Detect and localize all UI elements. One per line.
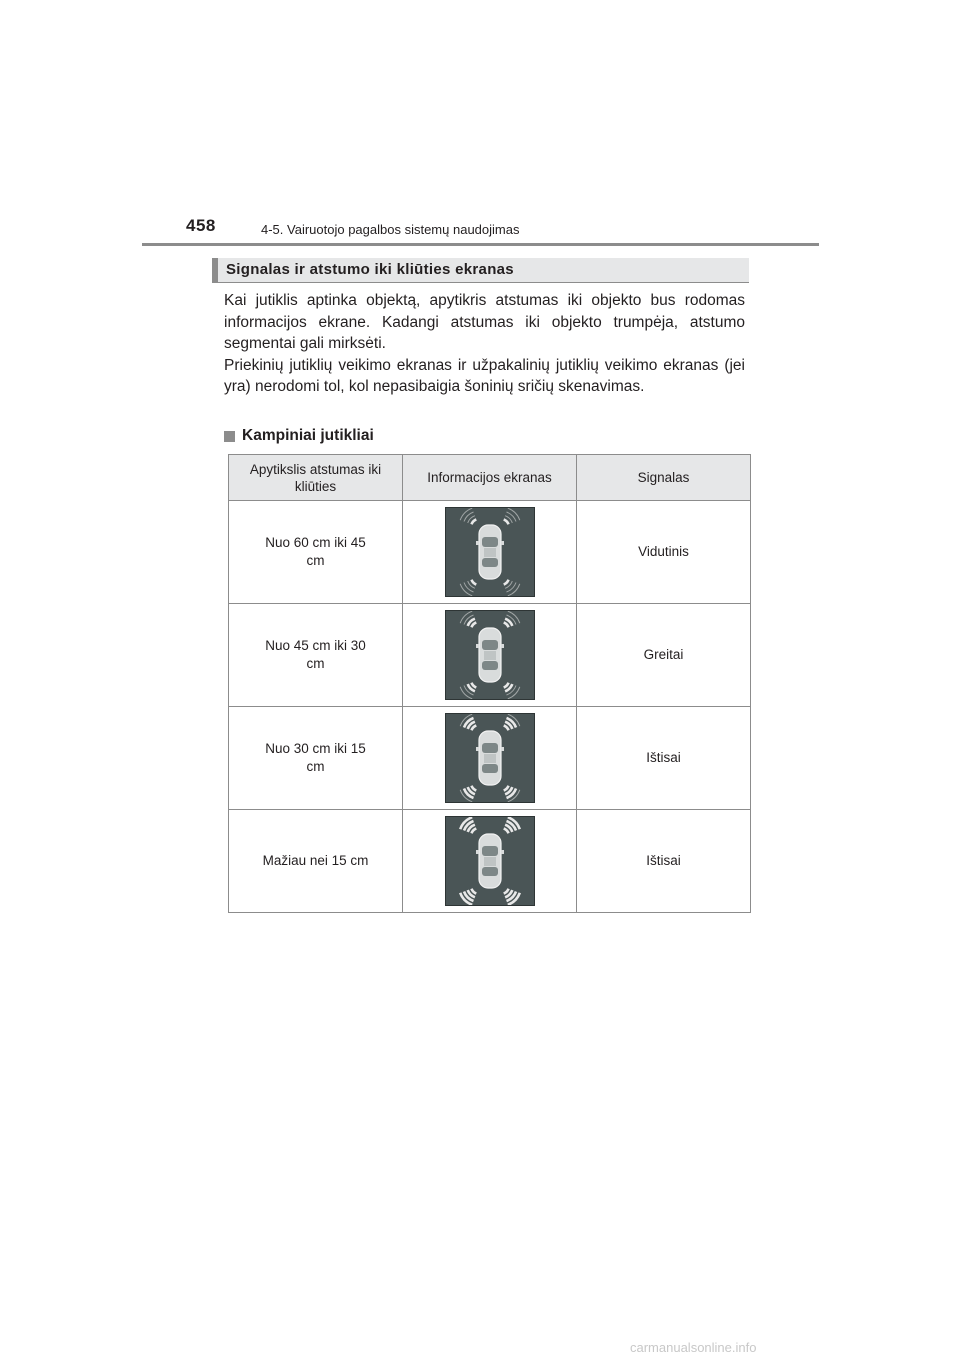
sensor-segment xyxy=(503,623,508,628)
table-header-cell: Signalas xyxy=(577,455,751,501)
sensor-segment xyxy=(471,889,476,894)
display-cell xyxy=(403,707,577,810)
sensor-display-icon xyxy=(445,507,535,597)
sensor-segment xyxy=(503,726,508,731)
distance-cell: Nuo 45 cm iki 30 cm xyxy=(229,604,403,707)
sensor-segment xyxy=(471,726,476,731)
signal-cell: Greitai xyxy=(577,604,751,707)
table-row xyxy=(229,810,751,913)
sensor-table xyxy=(228,454,751,913)
signal-cell: Ištisai xyxy=(577,810,751,913)
signal-cell: Ištisai xyxy=(577,707,751,810)
sensor-segment xyxy=(503,520,508,525)
square-bullet-icon xyxy=(224,431,235,442)
subsection-heading xyxy=(224,427,374,445)
sensor-segment xyxy=(503,829,508,834)
running-header: 4-5. Vairuotojo pagalbos sistemų naudojimas xyxy=(261,222,520,237)
table-row xyxy=(229,604,751,707)
subsection-heading-text: Kampiniai jutikliai xyxy=(242,427,374,444)
paragraph: Priekinių jutiklių veikimo ekranas ir užpakalinių jutiklių veikimo ekranas (jei yra) nerodomi tol, kol nepasibaigia šoninių sričių skenavimas. xyxy=(224,356,745,395)
body-text xyxy=(224,290,745,398)
sensor-segment xyxy=(471,580,476,585)
table-row xyxy=(229,501,751,604)
watermark: carmanualsonline.info xyxy=(630,1340,757,1355)
display-cell xyxy=(403,604,577,707)
signal-cell: Vidutinis xyxy=(577,501,751,604)
paragraph: Kai jutiklis aptinka objektą, apytikris atstumas iki objekto bus rodomas informacijos ekrane. Kadangi atstumas iki objekto trumpėja, atstumo segmentai gali mirksėti. xyxy=(224,292,745,352)
sensor-segment xyxy=(503,580,508,585)
sensor-segment xyxy=(503,683,508,688)
table-header-cell: Apytikslis atstumas iki kliūties xyxy=(229,455,403,501)
sensor-display-icon xyxy=(445,713,535,803)
sensor-segment xyxy=(471,683,476,688)
distance-cell: Nuo 30 cm iki 15 cm xyxy=(229,707,403,810)
sensor-display-icon xyxy=(445,610,535,700)
section-heading-text: Signalas ir atstumo iki kliūties ekranas xyxy=(226,261,514,278)
sensor-segment xyxy=(503,786,508,791)
section-heading xyxy=(212,258,749,283)
display-cell xyxy=(403,810,577,913)
sensor-segment xyxy=(471,786,476,791)
distance-cell: Nuo 60 cm iki 45 cm xyxy=(229,501,403,604)
table-header-cell: Informacijos ekranas xyxy=(403,455,577,501)
header-rule xyxy=(142,243,819,246)
sensor-segment xyxy=(471,829,476,834)
sensor-display-icon xyxy=(445,816,535,906)
display-cell xyxy=(403,501,577,604)
table-row xyxy=(229,707,751,810)
sensor-segment xyxy=(503,889,508,894)
page-number: 458 xyxy=(186,216,216,235)
table-header-row xyxy=(229,455,751,501)
sensor-segment xyxy=(471,623,476,628)
sensor-segment xyxy=(471,520,476,525)
distance-cell: Mažiau nei 15 cm xyxy=(229,810,403,913)
